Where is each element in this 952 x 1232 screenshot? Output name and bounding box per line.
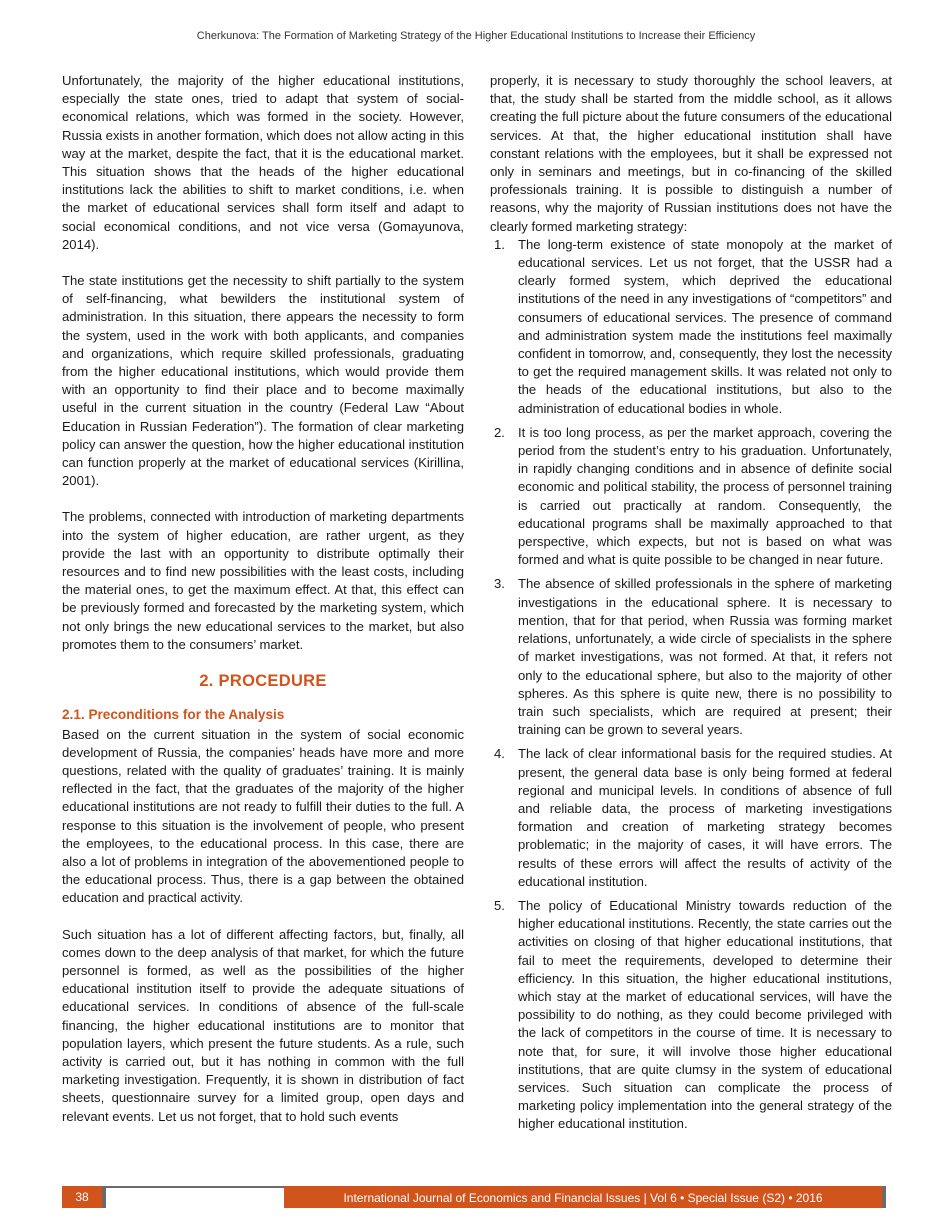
list-item	[490, 236, 892, 418]
body-paragraph: properly, it is necessary to study thoroughly the school leavers, at that, the study shall be started from the middle school, as it allows creating the full picture about the future consumers of the educational services. At that, the higher educational institution shall have constant relations with the employees, but it shall be expressed not only in seminars and meetings, but in co-financing of the skilled professionals training. It is possible to distinguish a number of reasons, why the majority of Russian institutions does not have the clearly formed marketing strategy:	[490, 73, 892, 234]
journal-citation: International Journal of Economics and Financial Issues | Vol 6 • Special Issue (S2) • 2016	[284, 1186, 886, 1208]
list-item	[490, 575, 892, 739]
section-heading: 2. PROCEDURE	[199, 672, 327, 691]
list-item-number: 2.	[494, 424, 505, 440]
list-item-number: 3.	[494, 576, 505, 592]
body-paragraph: Based on the current situation in the system of social economic development of Russia, the companies’ heads have more and more questions, related with the quality of graduates’ training. It is mainly reflected in the fact, that the graduates of the majority of the higher educational institutions are not ready to fulfill their duties to the full. A response to this situation is the involvement of people, who present the employees, to the educational process. In this case, there are also a lot of problems in integration of the abovementioned people to the educational process. Thus, there is a gap between the obtained education and practical activity.	[62, 726, 464, 906]
body-paragraph: Such situation has a lot of different affecting factors, but, finally, all comes down to the deep analysis of that market, for which the future personnel is formed, as well as the possibilities of the higher educational institution itself to provide the adequate situations of educational services. In conditions of absence of the full-scale financing, the higher educational institutions are to monitor that population layers, which present the future students. As a rule, such activity is carried out, but it has nothing in common with the full marketing investigation. Frequently, it is shown in distribution of fact sheets, questionnaire survey for a limited group, open days and relevant events. Let us not forget, that to hold such events	[62, 926, 464, 1124]
body-paragraph: The problems, connected with introduction of marketing departments into the system of higher education, are rather urgent, as they provide the last with an opportunity to distribute optimally their resources and to find new possibilities with the least costs, including the material ones, to get the maximum effect. At that, this effect can be previously formed and forecasted by the marketing system, which not only brings the new educational services to the market, but also promotes them to the consumers’ market.	[62, 509, 464, 652]
list-item-text: The policy of Educational Ministry towards reduction of the higher educational institutions. Recently, the state carries out the activities on closing of that higher educational institutions, that fail to meet the requirements, developed to determine their efficiency. In this situation, the higher educational institutions, which stay at the market of educational services, will have the possibility to do nothing, as they could become privileged with the lack of competitors in the course of time. It is necessary to note that, for sure, it will involve those higher educational institutions, that are quite clumsy in the system of educational services. Such situation can complicate the process of marketing policy implementation into the general strategy of the higher educational institution.	[518, 897, 892, 1132]
subsection-heading: 2.1. Preconditions for the Analysis	[62, 707, 285, 723]
list-item-number: 1.	[494, 236, 505, 252]
body-paragraph: The state institutions get the necessity to shift partially to the system of self-financing, what bewilders the institutional system of administration. In this situation, there appears the necessity to form the system, used in the work with both applicants, and companies and organizations, which require skilled professionals, graduating from the higher educational institutions, which would provide them with an opportunity to find their place and to become maximally useful in the current situation in the country (Federal Law “About Education in Russian Federation”). The formation of clear marketing policy can answer the question, how the higher educational institution can function properly at the market of educational services (Kirillina, 2001).	[62, 273, 464, 489]
page-number: 38	[62, 1186, 106, 1208]
list-item	[490, 897, 892, 1134]
list-item-text: The lack of clear informational basis for the required studies. At present, the general data base is only being formed at federal regional and municipal levels. In conditions of absence of full and reliable data, the process of marketing investigations formation and creation of marketing strategy becomes problematic; in the majority of cases, it will have errors. The results of these errors will affect the results of activity of the educational institution.	[518, 746, 892, 889]
list-item	[490, 424, 892, 570]
list-item-text: It is too long process, as per the market approach, covering the period from the student’s entry to his graduation. Unfortunately, in rapidly changing conditions and in absence of definite social economic and political stability, the process of personnel training is carried out practically at random. Consequently, the educational programs shall be maximally approached to that perspective, which expects, but not is based on what was formed and what is quite possible to be changed in near future.	[518, 424, 892, 568]
left-column	[62, 72, 464, 1126]
body-paragraph: Unfortunately, the majority of the higher educational institutions, especially the state ones, tried to adapt that system of social-economical relations, which was formed in the society. However, Russia exists in another formation, which does not allow acting in this way at the market, despite the fact, that it is the educational market. This situation shows that the heads of the higher educational institutions lack the abilities to shift to market conditions, i.e. when the market of educational services shall form itself and adapt to social economical conditions, and not vice versa (Gomayunova, 2014).	[62, 73, 464, 252]
page-footer	[62, 1186, 886, 1212]
list-item	[490, 745, 892, 891]
right-column	[490, 72, 892, 1140]
running-header: Cherkunova: The Formation of Marketing Strategy of the Higher Educational Institutions to Increase their Efficiency	[196, 30, 756, 42]
list-item-number: 5.	[494, 897, 505, 913]
list-item-text: The absence of skilled professionals in the sphere of marketing investigations in the educational sphere. It is necessary to mention, that for that period, when Russia was forming market relations, unfortunately, a wide circle of specialists in the sphere of market investigations, was not formed. At that, it refers not only to the educational sphere, but also to the majority of other spheres. As this sphere is quite new, there is no possibility to train such specialists, which are required at present; their training can be grown to several years.	[518, 576, 892, 738]
reasons-list	[490, 236, 892, 1134]
list-item-number: 4.	[494, 746, 505, 762]
list-item-text: The long-term existence of state monopoly at the market of educational services. Let us not forget, that the USSR had a clearly formed system, which deprived the educational institutions of the need in any investigations of “competitors” and consumers of educational services. The presence of command and administration system made the institutions feel maximally confident in tomorrow, and, consequently, they lost the necessity to get the required management skills. It was related not only to the heads of the educational institutions, but also to the administration of educational bodies in whole.	[518, 236, 892, 416]
